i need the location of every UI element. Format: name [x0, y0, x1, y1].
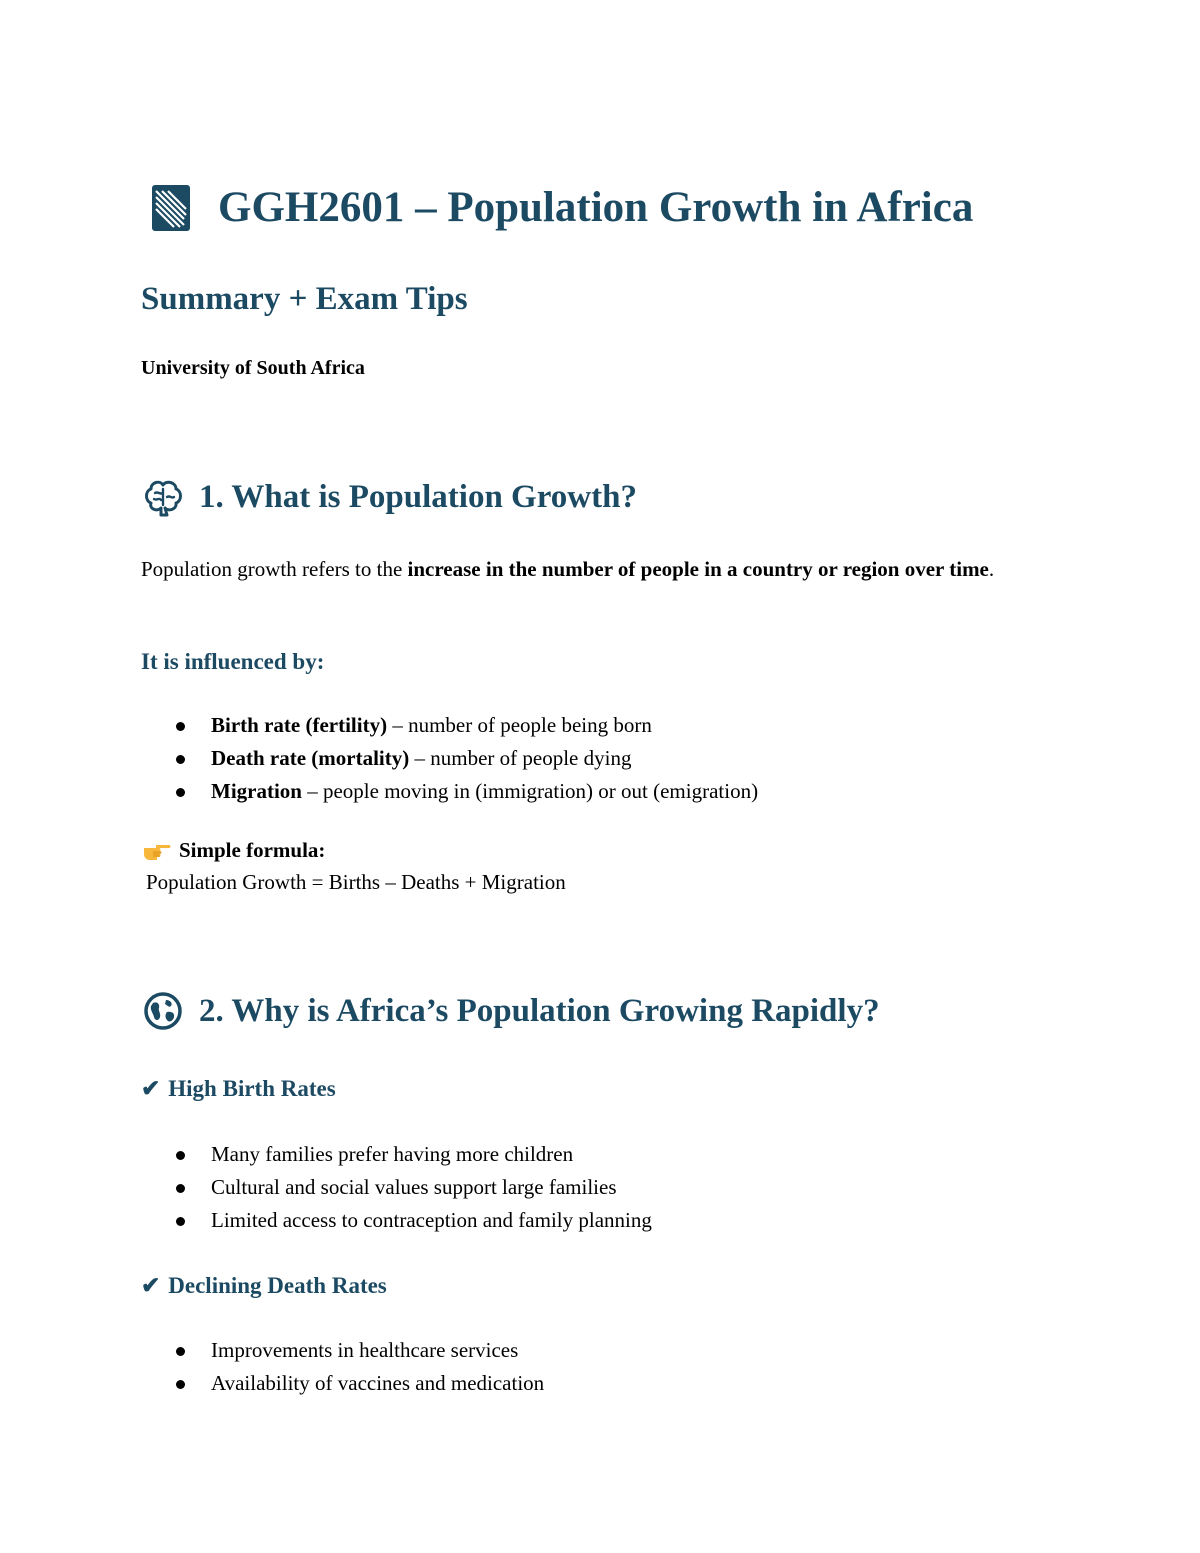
globe-icon	[143, 991, 183, 1031]
factor-desc: – number of people being born	[387, 713, 652, 737]
check-mark-icon: ✔	[141, 1076, 161, 1101]
section-2-title: 2. Why is Africa’s Population Growing Rapidly?	[199, 993, 880, 1029]
subsection-title: Declining Death Rates	[168, 1273, 387, 1298]
subsection-high-birth-rates	[141, 1074, 336, 1104]
document-subtitle: Summary + Exam Tips	[141, 281, 468, 317]
section-2-heading	[143, 990, 880, 1032]
institution-name: University of South Africa	[141, 357, 365, 379]
factor-term: Death rate (mortality)	[211, 746, 410, 770]
declining-death-rates-list	[176, 1334, 544, 1400]
list-item	[176, 709, 758, 742]
factor-desc: – number of people dying	[409, 746, 632, 770]
factor-term: Birth rate (fertility)	[211, 713, 388, 737]
list-item: Cultural and social values support large families	[176, 1171, 652, 1204]
brain-icon	[143, 477, 183, 517]
influence-heading: It is influenced by:	[141, 649, 325, 674]
factors-list	[176, 709, 758, 808]
section-1-title: 1. What is Population Growth?	[199, 479, 637, 515]
pointing-hand-icon	[143, 839, 171, 861]
section-1-heading	[143, 476, 637, 518]
formula-text: Population Growth = Births – Deaths + Migration	[146, 870, 566, 894]
list-item	[176, 742, 758, 775]
factor-desc: – people moving in (immigration) or out (emigration)	[301, 779, 759, 803]
paragraph-text: Population growth refers to the	[141, 557, 408, 581]
list-item	[176, 775, 758, 808]
paragraph-end: .	[988, 557, 995, 581]
notebook-icon	[152, 185, 190, 231]
list-item: Limited access to contraception and family planning	[176, 1204, 652, 1237]
factor-term: Migration	[211, 779, 302, 803]
subsection-title: High Birth Rates	[168, 1076, 336, 1101]
formula-heading	[143, 836, 325, 864]
document-title	[152, 180, 973, 236]
check-mark-icon: ✔	[141, 1273, 161, 1298]
section-1-paragraph	[141, 554, 1061, 585]
list-item: Improvements in healthcare services	[176, 1334, 544, 1367]
high-birth-rates-list	[176, 1138, 652, 1237]
list-item: Availability of vaccines and medication	[176, 1367, 544, 1400]
formula-label: Simple formula:	[179, 838, 326, 862]
subsection-declining-death-rates	[141, 1271, 387, 1301]
title-text: GGH2601 – Population Growth in Africa	[218, 184, 974, 231]
list-item: Many families prefer having more children	[176, 1138, 652, 1171]
paragraph-emphasis: increase in the number of people in a country or region over time	[407, 557, 989, 581]
